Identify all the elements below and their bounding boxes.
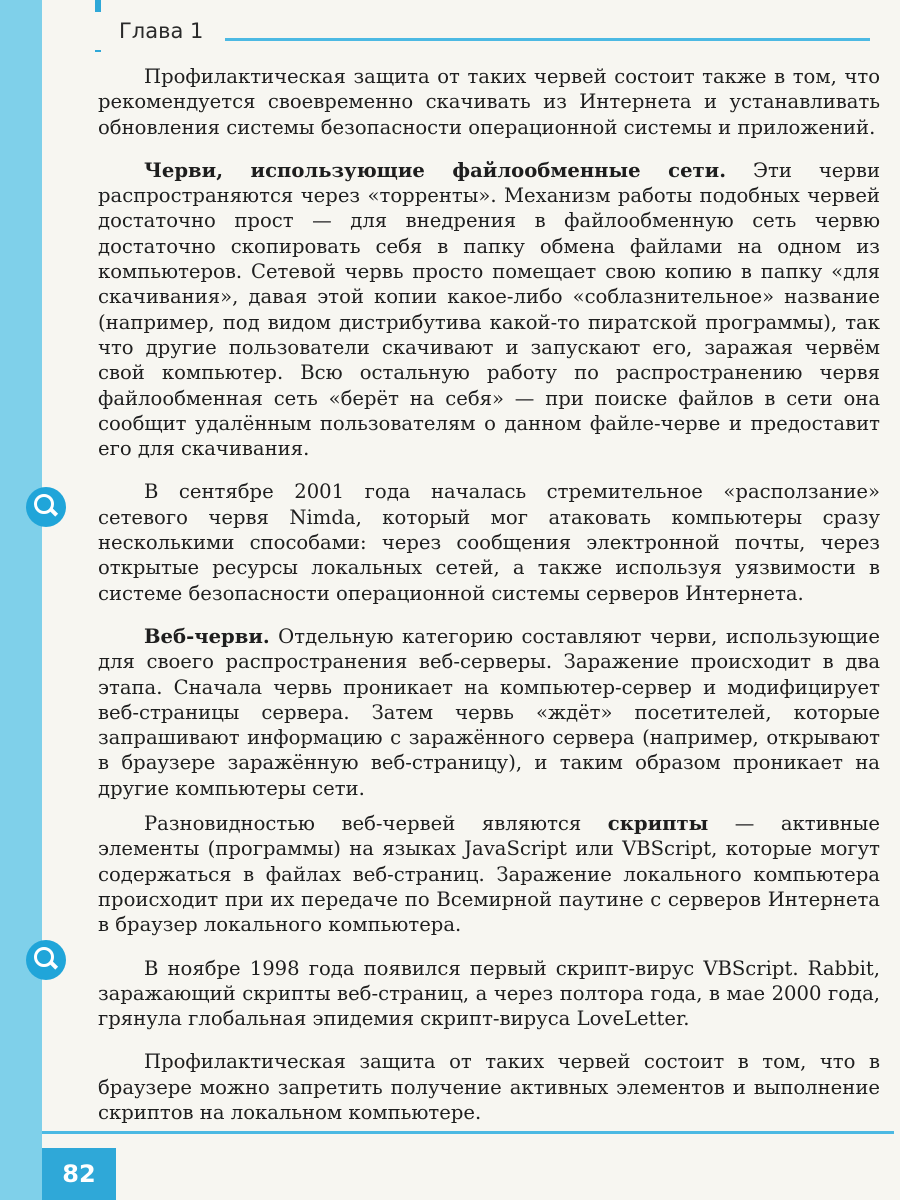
chapter-title: Глава 1 [95,12,225,50]
paragraph-text: Эти черви распространяются через «торренты». Механизм работы подобных червей достаточно прост — для внедрения в файлообменную сеть червю достаточно скопировать себя в папку обмена файлами на одном из компьютеров. Сетевой червь просто помещает свою копию в папку «для скачивания», давая этой копии какое-либо «соблазнительное» название (например, под видом дистрибутива какой-то пиратской программы), так что другие пользователи скачивают и запускают его, заражая червём свой компьютер. Всю остальную работу по распространению червя файлообменная сеть «берёт на себя» — при поиске файлов в сети она сообщит удалённым пользователям о данном файле-черве и предоставит его для скачивания. [98,158,881,461]
paragraph-prevention-1: Профилактическая защита от таких червей состоит также в том, что рекомендуется своевременно скачивать из Интернета и устанавливать обновления системы безопасности операционной системы и приложений. [98,65,880,139]
footer-rule [42,1131,894,1134]
term-file-sharing-worms: Черви, использующие файлообменные сети. [144,158,727,182]
paragraph-text-lead: Разновидностью веб-червей являются [144,812,608,836]
page-body [98,64,880,1135]
paragraph-rabbit-example: В ноябре 1998 года появился первый скрипт-вирус VBScript. Rabbit, заражающий скрипты веб-страниц, а через полтора года, в мае 2000 года, грянула глобальная эпидемия скрипт-вируса LoveLetter. [98,956,880,1031]
paragraph-text: — активные элементы (программы) на языках JavaScript или VBScript, которые могут содержаться в файлах веб-страниц. Заражение локального компьютера происходит при их передаче по Всемирной паутине с серверов Интернета в браузер локального компьютера. [98,812,880,937]
term-web-worms: Веб-черви. [144,624,270,648]
paragraph-web-worms [98,624,880,801]
magnifier-icon [26,487,66,527]
term-scripts: скрипты [607,812,709,836]
paragraph-file-sharing-worms [98,158,880,462]
page-number: 82 [42,1148,116,1200]
paragraph-nimda-example: В сентябре 2001 года началась стремительное «расползание» сетевого червя Nimda, который мог атаковать компьютеры сразу несколькими способами: через сообщения электронной почты, через открытые ресурсы локальных сетей, а также используя уязвимости в системе безопасности операционной системы серверов Интернета. [98,480,880,605]
magnifier-icon [26,940,66,980]
paragraph-prevention-2: Профилактическая защита от таких червей состоит в том, что в браузере можно запретить получение активных элементов и выполнение скриптов на локальном компьютере. [98,1050,880,1124]
paragraph-scripts [98,811,880,937]
paragraph-text: Отдельную категорию составляют черви, использующие для своего распространения веб-серверы. Заражение происходит в два этапа. Сначала червь проникает на компьютер-сервер и модифицирует веб-страницы сервера. Затем червь «ждёт» посетителей, которые запрашивают информацию с заражённого сервера (например, открывают в браузере заражённую веб-страницу), и таким образом проникает на другие компьютеры сети. [98,624,880,800]
page-margin-band [0,0,42,1200]
